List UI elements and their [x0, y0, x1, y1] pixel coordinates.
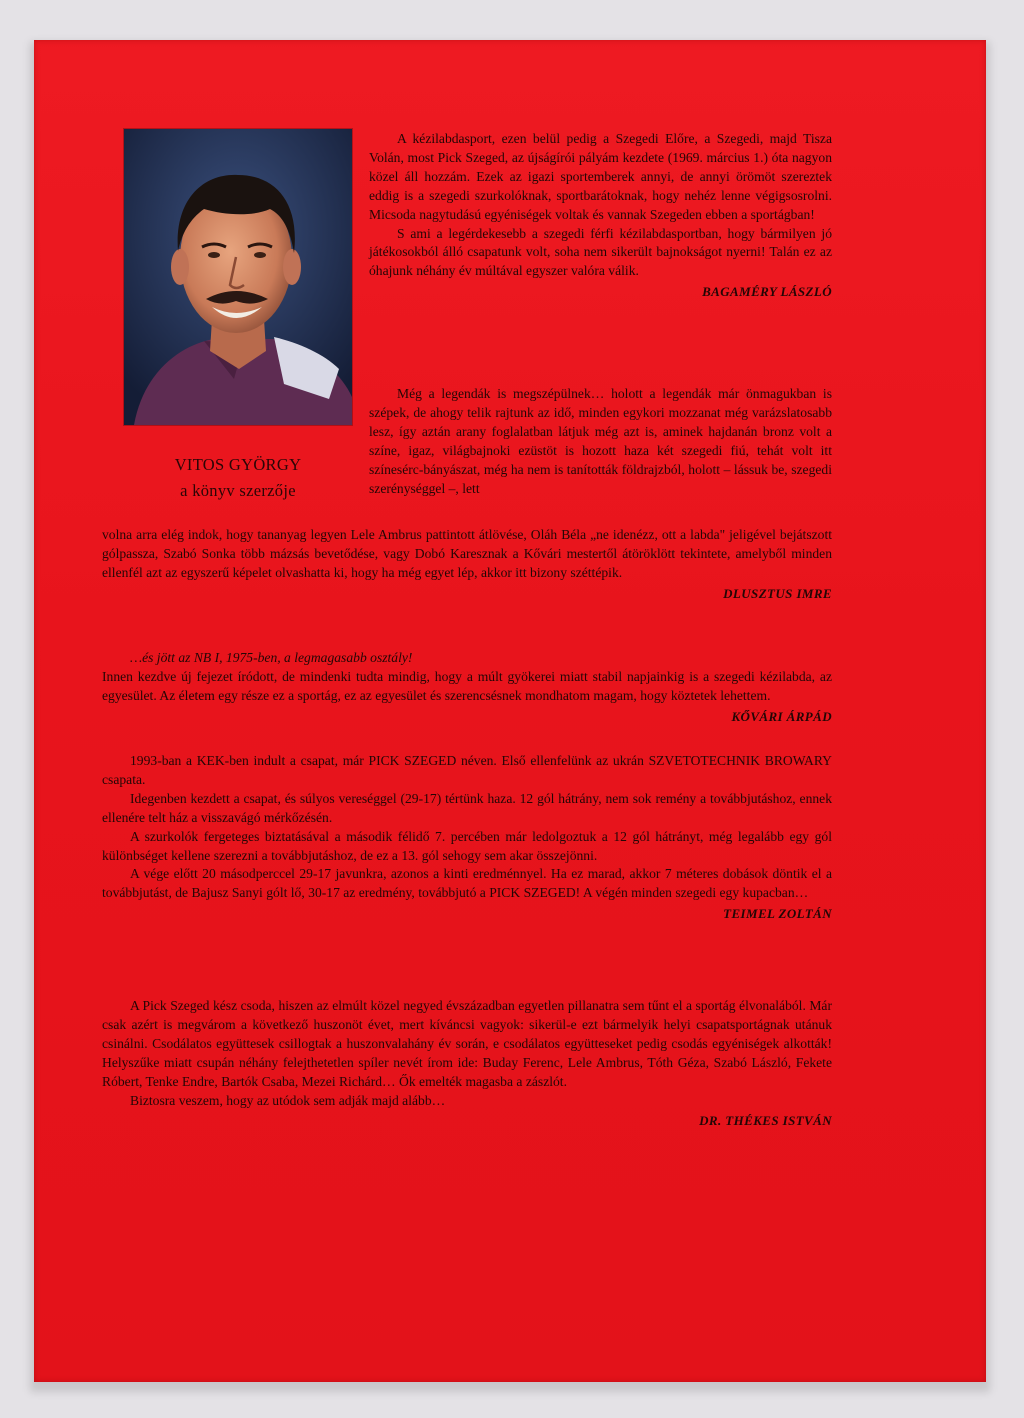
- author-photo: [124, 129, 352, 425]
- signature: BAGAMÉRY LÁSZLÓ: [702, 284, 832, 300]
- paragraph: Még a legendák is megszépülnek… holott a legendák már önmagukban is szépek, de ahogy telik rajtunk az idő, minden egykori mozzanat még varázslatosabb lesz, így aztán arany foglalatban látjuk még azt is, aminek hajdanán bronz volt a színe, igaz, világbajnoki ezüstöt is hozott haza két szegedi fiú, tehát volt itt színesérc-bányászat, még ha nem is tanították földrajzból, holott – lássuk be, szegedi szerénységgel –, lett: [369, 386, 832, 496]
- text-section-kovari: [102, 649, 832, 727]
- text-section-thekes: [102, 997, 832, 1131]
- author-name: VITOS GYÖRGY: [174, 455, 302, 474]
- text-section-dlusztus-bottom: [102, 526, 832, 604]
- paragraph: volna arra elég indok, hogy tananyag legyen Lele Ambrus pattintott átlövése, Oláh Béla „ne idenézz, ott a labda" jeligével bejátszott gólpassza, Szabó Sonka több mázsás bevetődése, vagy Dobó Karesznak a Kővári mestertől átöröklött tekintete, amelyből minden ellenfél azt az egyszerű képelet olvashatta ki, hogy ha még egyet lép, akkor itt bizony széttépik.: [102, 527, 832, 580]
- text-section-dlusztus-top: [369, 385, 832, 498]
- paragraph: S ami a legérdekesebb a szegedi férfi kézilabdasportban, hogy bármilyen jó játékosokból álló csapatunk volt, soha nem sikerült bajnokságot nyerni! Talán ez az óhajunk néhány év múltával egyszer valóra válik.: [369, 225, 832, 279]
- signature: KŐVÁRI ÁRPÁD: [731, 708, 832, 724]
- paragraph: A szurkolók fergeteges biztatásával a második félidő 7. percében már ledolgoztuk a 12 gól hátrányt, még legalább egy gól különbséget kellene szerezni a továbbjutáshoz, de ez a 13. gól sehogy sem akar összejönni.: [102, 828, 832, 863]
- book-back-cover: [34, 40, 986, 1382]
- author-portrait-illustration: [124, 129, 352, 425]
- paragraph: A Pick Szeged kész csoda, hiszen az elmúlt közel negyed évszázadban egyetlen pillanatra sem tűnt el a sportág élvonalából. Már csak azért is megvárom a következő huszonöt évet, mert kíváncsi vagyok: sikerül-e ezt bármelyik helyi csapatsportágnak utánuk csinálni. Csodálatos együttesek csillogtak a huszonvalahány év során, e csodálatos együtteseket pedig csodás egyéniségek alkották! Helyszűke miatt csupán néhány felejthetetlen spíler nevét írom ide: Buday Ferenc, Lele Ambrus, Tóth Géza, Szabó László, Fekete Róbert, Tenke Endre, Bartók Csaba, Mezei Richárd… Ők emelték magasba a zászlót.: [102, 998, 832, 1089]
- text-section-teimel: [102, 752, 832, 924]
- paragraph: 1993-ban a KEK-ben indult a csapat, már PICK SZEGED néven. Első ellenfelünk az ukrán SZVETOTECHNIK BROWARY csapata.: [102, 753, 832, 787]
- author-caption: [124, 452, 352, 504]
- paragraph: A kézilabdasport, ezen belül pedig a Szegedi Előre, a Szegedi, majd Tisza Volán, most Pick Szeged, az újságírói pályám kezdete (1969. március 1.) óta nagyon közel áll hozzám. Ezek az igazi sportemberek annyi, de annyi örömöt szereztek eddig is a szegedi szurkolóknak, sportbarátoknak, hogy nehéz lenne végigsosrolni. Micsoda nagytudású egyéniségek voltak és vannak Szegeden ebben a sportágban!: [369, 131, 832, 222]
- signature: DR. THÉKES ISTVÁN: [699, 1113, 832, 1129]
- text-section-bagamery: [369, 130, 832, 302]
- paragraph: Idegenben kezdett a csapat, és súlyos vereséggel (29-17) tértünk haza. 12 gól hátrány, nem sok remény a továbbjutáshoz, ennek ellenére telt ház a visszavágó mérkőzésén.: [102, 790, 832, 825]
- author-role: a könyv szerzője: [180, 481, 296, 500]
- paragraph: Biztosra veszem, hogy az utódok sem adják majd alább…: [130, 1092, 446, 1108]
- signature: DLUSZTUS IMRE: [723, 585, 832, 601]
- paragraph: Innen kezdve új fejezet íródott, de mindenki tudta mindig, hogy a múlt gyökerei miatt stabil napjainkig is a szegedi kézilabda, az egyesület. Az életem egy része ez a sportág, ez az egyesület és szerencsésnek mondhatom magam, hogy köztetek lehettem.: [102, 668, 832, 703]
- paragraph: A vége előtt 20 másodperccel 29-17 javunkra, azonos a kinti eredménnyel. Ha ez marad, akkor 7 méteres dobások döntik el a továbbjutást, de Bajusz Sanyi gólt lő, 30-17 az eredmény, továbbjutó a PICK SZEGED! A végén minden szegedi egy kupacban…: [102, 866, 832, 901]
- lead-line: …és jött az NB I, 1975-ben, a legmagasabb osztály!: [130, 650, 413, 665]
- signature: TEIMEL ZOLTÁN: [723, 906, 832, 922]
